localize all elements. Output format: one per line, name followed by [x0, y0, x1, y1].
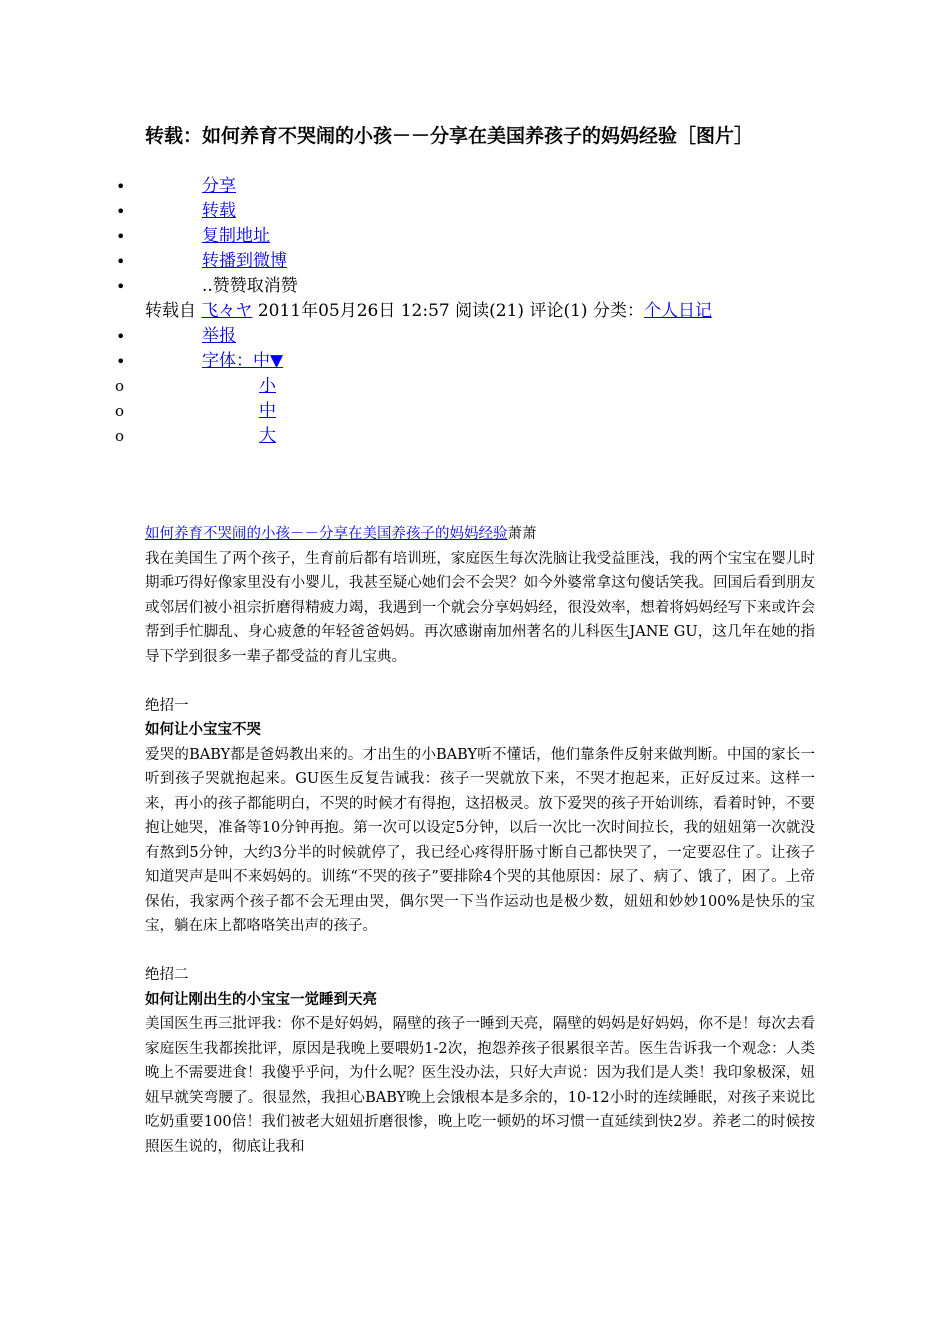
- like-text[interactable]: ..赞赞取消赞: [202, 276, 298, 296]
- article-title-link[interactable]: 如何养育不哭闹的小孩－－分享在美国养孩子的妈妈经验: [145, 526, 508, 542]
- section-heading: 如何让小宝宝不哭: [145, 721, 261, 738]
- bullet-icon: •: [116, 352, 126, 371]
- category-label: 分类：: [592, 301, 644, 321]
- font-medium-option[interactable]: 中: [259, 401, 276, 421]
- article-byline: [145, 522, 815, 547]
- section-body: 美国医生再三批评我：你不是好妈妈，隔壁的孩子一睡到天亮，隔壁的妈妈是好妈妈，你不是！每次去看家庭医生我都挨批评，原因是我晚上要喂奶1-2次，抱怨养孩子很累很辛苦。医生告诉我一个观念：人类晚上不需要进食！我傻乎乎问，为什么呢？医生没办法，只好大声说：因为我们是人类！我印象极深，妞妞早就笑弯腰了。很显然，我担心BABY晚上会饿根本是多余的，10-12小时的连续睡眠，对孩子来说比吃奶重要100倍！我们被老大妞妞折磨很惨，晚上吃一顿奶的坏习惯一直延续到快2岁。养老二的时候按照医生说的，彻底让我和: [145, 1016, 815, 1155]
- report-link[interactable]: 举报: [202, 326, 236, 346]
- list-item: [0, 374, 900, 399]
- bullet-icon: •: [116, 227, 126, 246]
- share-link[interactable]: 分享: [202, 176, 236, 196]
- list-item: [0, 199, 900, 224]
- bullet-icon: •: [116, 177, 126, 196]
- list-item: [0, 174, 900, 199]
- bullet-icon: •: [116, 252, 126, 271]
- font-large-option[interactable]: 大: [259, 426, 276, 446]
- share-to-weibo-link[interactable]: 转播到微博: [202, 251, 287, 271]
- section-label: 绝招二: [145, 967, 189, 983]
- action-list: [0, 174, 900, 449]
- copy-address-link[interactable]: 复制地址: [202, 226, 270, 246]
- bullet-icon: •: [116, 277, 126, 296]
- section-label: 绝招一: [145, 697, 189, 714]
- repost-link[interactable]: 转载: [202, 201, 236, 221]
- category-link[interactable]: 个人日记: [643, 301, 712, 321]
- article-author: 萧萧: [507, 526, 537, 542]
- meta-prefix: 转载自: [145, 301, 196, 321]
- circle-bullet-icon: o: [115, 402, 125, 420]
- paragraph-spacer: [145, 669, 815, 694]
- paragraph-spacer: [145, 939, 815, 964]
- list-item: [0, 249, 900, 274]
- article-intro: 我在美国生了两个孩子，生育前后都有培训班，家庭医生每次洗脑让我受益匪浅，我的两个宝宝在婴儿时期乖巧得好像家里没有小婴儿，我甚至疑心她们会不会哭？如今外婆常拿这句傻话笑我。回国后看到朋友或邻居们被小祖宗折磨得精疲力竭，我遇到一个就会分享妈妈经，很没效率，想着将妈妈经写下来或许会帮到手忙脚乱、身心疲惫的年轻爸爸妈妈。再次感谢南加州著名的儿科医生JANE GU，这几年在她的指导下学到很多一辈子都受益的育儿宝典。: [145, 550, 815, 665]
- page-title: 转载：如何养育不哭闹的小孩－－分享在美国养孩子的妈妈经验［图片］: [145, 125, 754, 147]
- bullet-icon: •: [116, 327, 126, 346]
- circle-bullet-icon: o: [115, 427, 125, 445]
- list-item: [0, 224, 900, 249]
- section-heading: 如何让刚出生的小宝宝一觉睡到天亮: [145, 990, 377, 1008]
- bullet-icon: •: [116, 202, 126, 221]
- read-count: 阅读(21): [455, 301, 525, 321]
- circle-bullet-icon: o: [115, 377, 125, 395]
- section-body: 爱哭的BABY都是爸妈教出来的。才出生的小BABY听不懂话，他们靠条件反射来做判断。中国的家长一听到孩子哭就抱起来。GU医生反复告诫我：孩子一哭就放下来，不哭才抱起来，正好反过来。这样一来，再小的孩子都能明白，不哭的时候才有得抱，这招极灵。放下爱哭的孩子开始训练，看着时钟，不要抱让她哭，准备等10分钟再抱。第一次可以设定5分钟，以后一次比一次时间拉长，我的妞妞第一次就没有熬到5分钟，大约3分半的时候就停了，我已经心疼得肝肠寸断自己都快哭了，一定要忍住了。让孩子知道哭声是叫不来妈妈的。训练“不哭的孩子”要排除4个哭的其他原因：尿了、病了、饿了，困了。上帝保佑，我家两个孩子都不会无理由哭，偶尔哭一下当作运动也是极少数，妞妞和妙妙100%是快乐的宝宝，躺在床上都咯咯笑出声的孩子。: [145, 746, 815, 934]
- post-meta: [0, 299, 900, 324]
- list-item: [0, 349, 900, 374]
- comment-count: 评论(1): [529, 301, 588, 321]
- list-item: [0, 399, 900, 424]
- list-item: [0, 424, 900, 449]
- list-item: [0, 324, 900, 349]
- font-small-option[interactable]: 小: [259, 376, 276, 396]
- author-link[interactable]: 飞々ヤ: [201, 301, 253, 321]
- post-datetime: 2011年05月26日 12:57: [257, 301, 450, 321]
- article-body: [145, 522, 815, 1159]
- list-item: [0, 274, 900, 299]
- font-size-menu[interactable]: 字体：中▼: [202, 351, 284, 371]
